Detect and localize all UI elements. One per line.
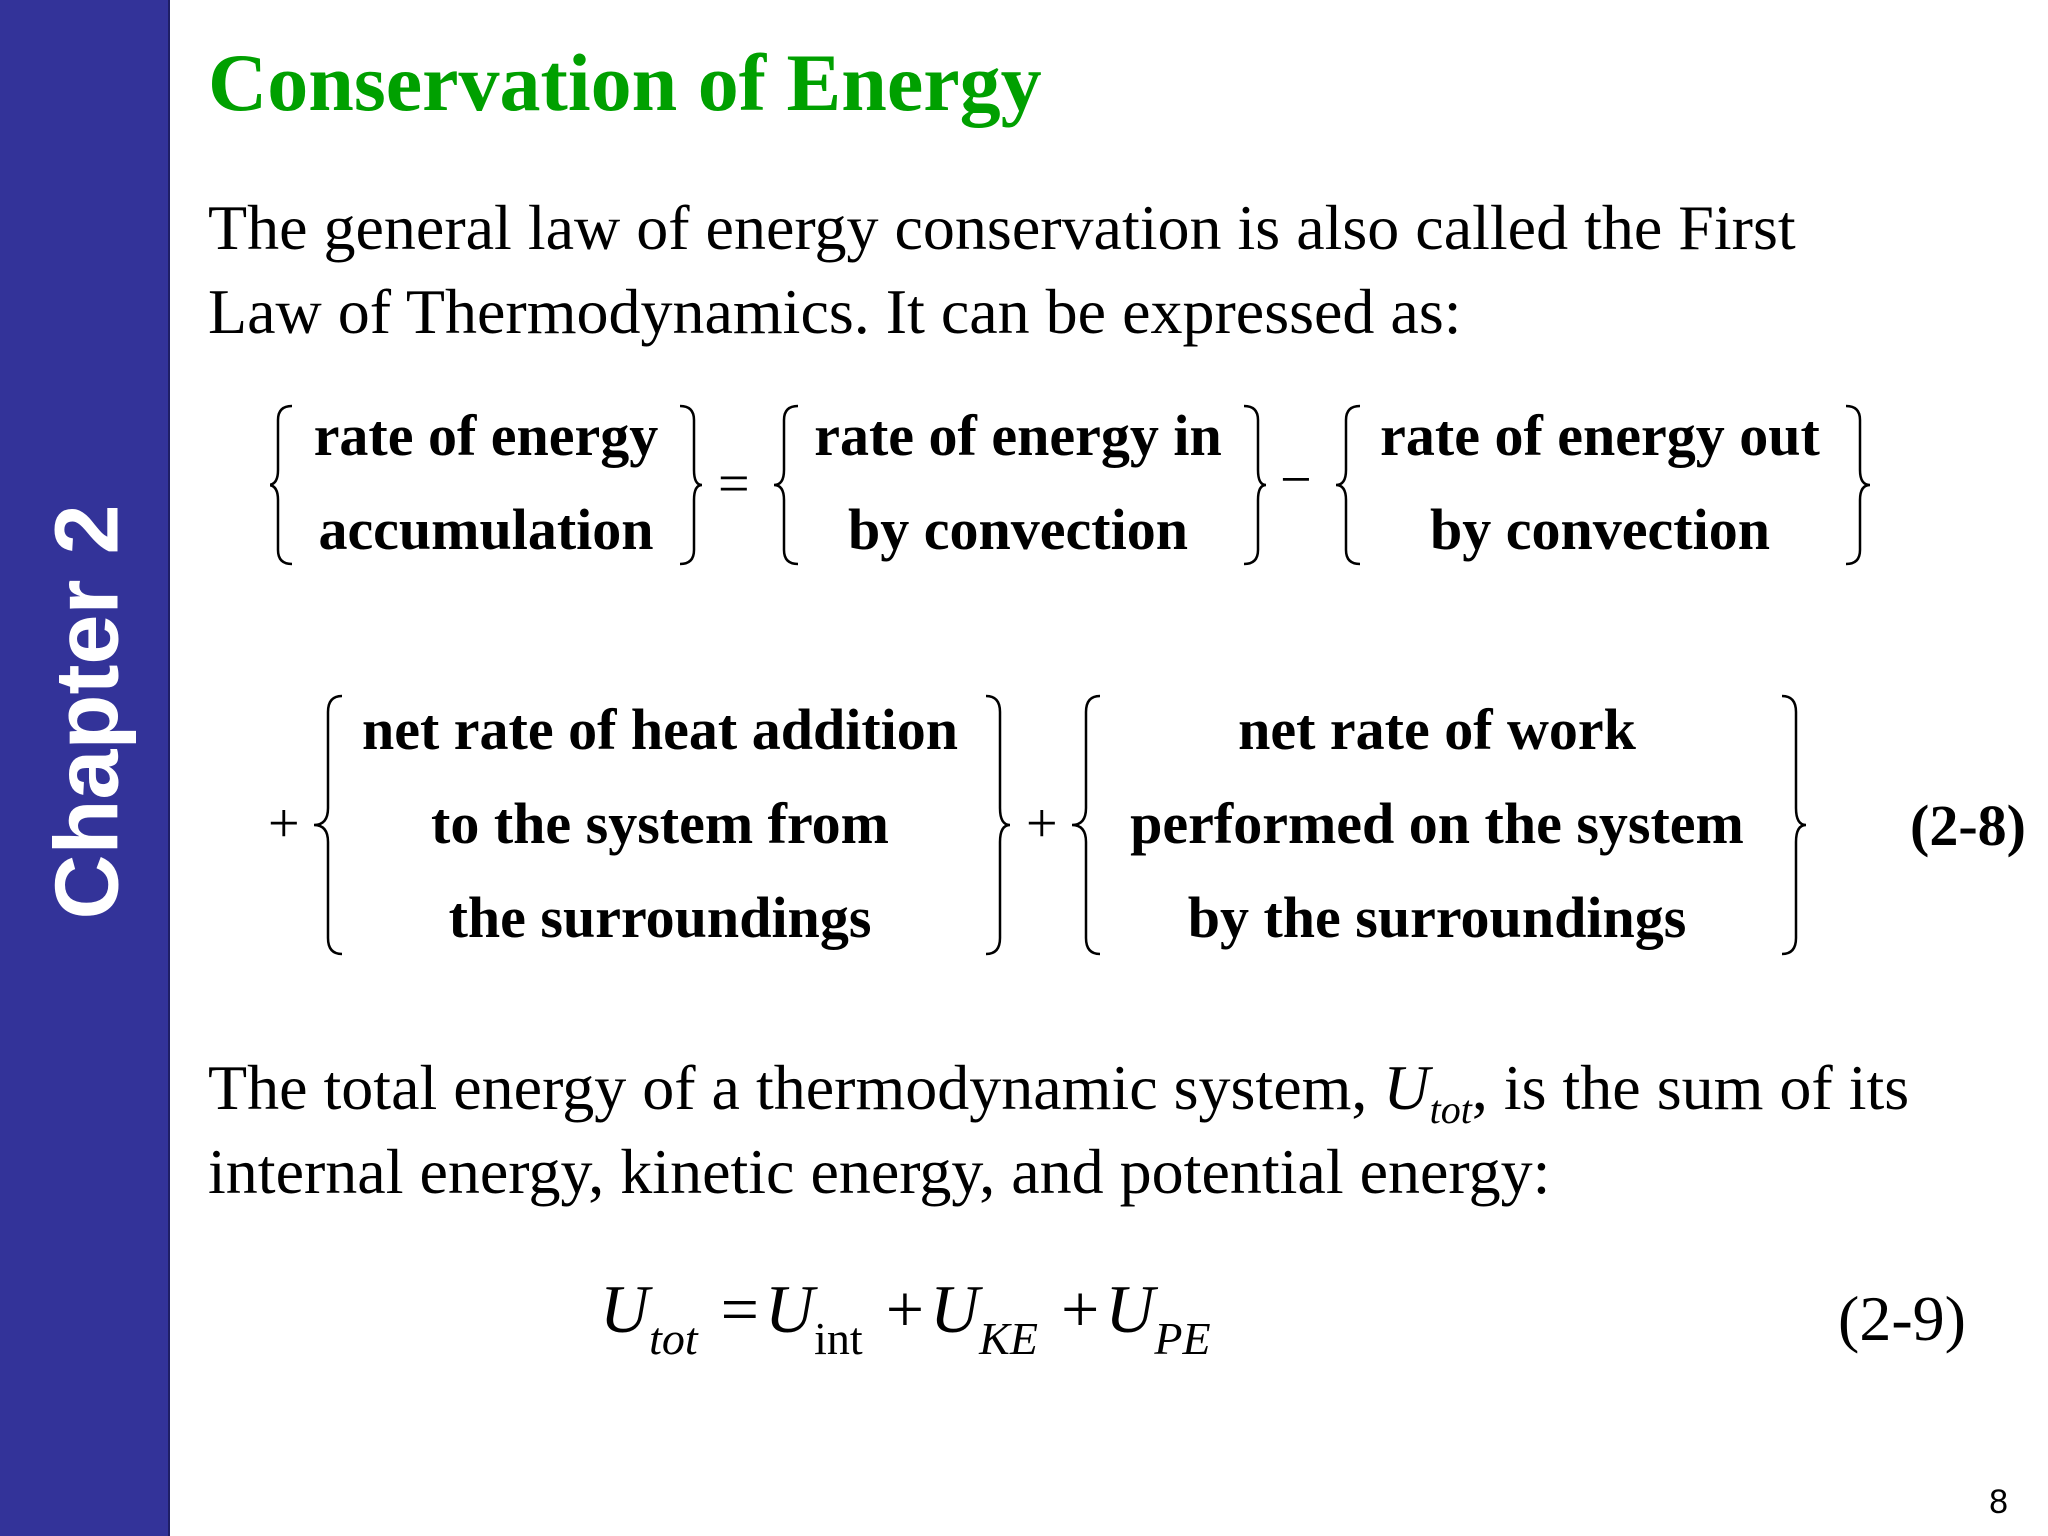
energy-in-term bbox=[770, 400, 1266, 570]
energy-out-line-1: rate of energy out bbox=[1380, 403, 1820, 468]
plus-sign-2: + bbox=[1026, 793, 1058, 855]
intro-line-2: Law of Thermodynamics. It can be expressed as: bbox=[208, 276, 1462, 347]
total-energy-line-2: internal energy, kinetic energy, and potential energy: bbox=[208, 1136, 1551, 1207]
left-brace-icon bbox=[270, 400, 702, 570]
subscript-tot: tot bbox=[649, 1313, 698, 1364]
equation-number-2-8: (2-8) bbox=[1910, 793, 2026, 858]
left-brace-icon bbox=[770, 400, 1266, 570]
plus-sign-1: + bbox=[268, 793, 300, 855]
work-line-3: by the surroundings bbox=[1187, 885, 1687, 950]
slide-title: Conservation of Energy bbox=[208, 37, 1042, 128]
work-line-1: net rate of work bbox=[1238, 697, 1636, 762]
subscript-int: int bbox=[814, 1313, 863, 1364]
equation-number-2-9: (2-9) bbox=[1838, 1283, 1966, 1354]
energy-in-line-2: by convection bbox=[848, 497, 1188, 562]
energy-in-line-1: rate of energy in bbox=[814, 403, 1222, 468]
work-line-2: performed on the system bbox=[1130, 791, 1744, 856]
heat-line-3: the surroundings bbox=[448, 885, 872, 950]
total-energy-text-after: , is the sum of its bbox=[1471, 1052, 1910, 1123]
intro-line-1: The general law of energy conservation is also called the First bbox=[208, 192, 1796, 263]
accumulation-line-1: rate of energy bbox=[313, 403, 659, 468]
plus-sign: + bbox=[1060, 1271, 1100, 1347]
left-brace-icon bbox=[1068, 690, 1806, 960]
work-term bbox=[1068, 690, 1806, 960]
chapter-label: Chapter 2 bbox=[37, 504, 138, 920]
u-tot-variable: U bbox=[1383, 1052, 1430, 1123]
heat-term bbox=[310, 690, 1010, 960]
subscript-pe: PE bbox=[1154, 1313, 1211, 1364]
energy-out-line-2: by convection bbox=[1430, 497, 1770, 562]
total-energy-line-1 bbox=[208, 1046, 1909, 1130]
accumulation-line-2: accumulation bbox=[318, 497, 654, 562]
heat-line-1: net rate of heat addition bbox=[361, 697, 959, 762]
heat-line-2: to the system from bbox=[431, 791, 889, 856]
u-symbol: U bbox=[930, 1271, 980, 1347]
left-brace-icon bbox=[1330, 400, 1870, 570]
u-symbol: U bbox=[1105, 1271, 1155, 1347]
u-tot-subscript: tot bbox=[1429, 1087, 1472, 1132]
accumulation-term bbox=[270, 400, 702, 570]
u-symbol: U bbox=[600, 1271, 650, 1347]
minus-sign: − bbox=[1280, 449, 1312, 511]
left-brace-icon bbox=[310, 690, 1010, 960]
total-energy-paragraph bbox=[208, 1046, 1909, 1214]
plus-sign: + bbox=[885, 1271, 925, 1347]
equation-2-9 bbox=[600, 1270, 1211, 1365]
total-energy-text-before: The total energy of a thermodynamic system, bbox=[208, 1052, 1384, 1123]
chapter-sidebar bbox=[0, 0, 170, 1536]
equals-sign: = bbox=[718, 453, 750, 515]
equals-sign: = bbox=[720, 1271, 760, 1347]
intro-paragraph bbox=[208, 186, 1796, 354]
page-number: 8 bbox=[1989, 1483, 2008, 1521]
energy-out-term bbox=[1330, 400, 1870, 570]
u-symbol: U bbox=[765, 1271, 815, 1347]
subscript-ke: KE bbox=[979, 1313, 1038, 1364]
